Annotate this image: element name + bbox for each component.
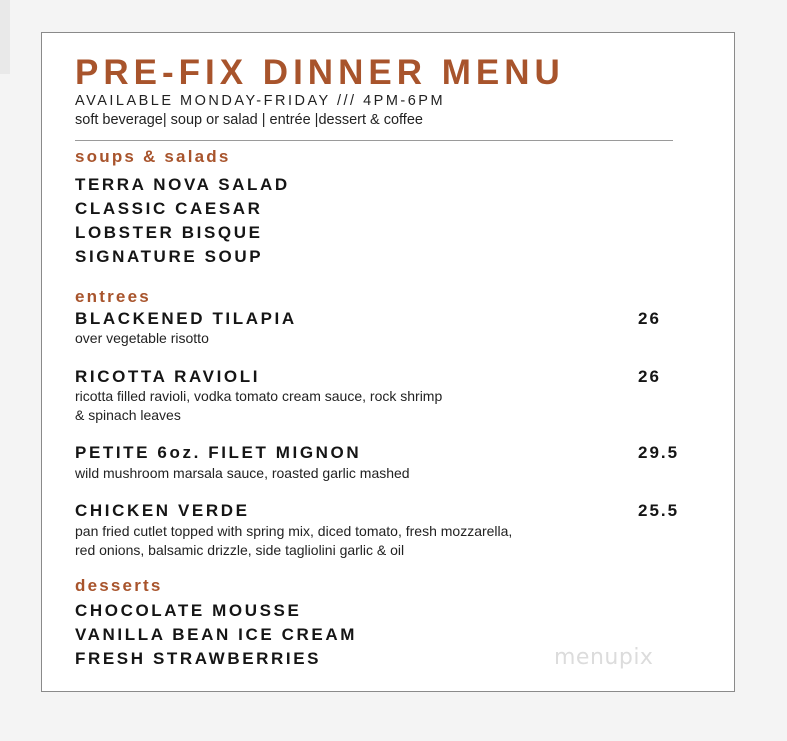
entree-description: over vegetable risotto <box>75 330 209 346</box>
entree-name: BLACKENED TILAPIA <box>75 309 297 328</box>
entree-price: 26 <box>638 309 661 328</box>
dessert-item: VANILLA BEAN ICE CREAM <box>75 625 357 644</box>
entree-description: ricotta filled ravioli, vodka tomato cream sauce, rock shrimp <box>75 388 443 404</box>
soup-item: CLASSIC CAESAR <box>75 199 263 218</box>
menu-card <box>41 32 735 692</box>
dessert-item: FRESH STRAWBERRIES <box>75 649 322 668</box>
includes-text: soft beverage| soup or salad | entrée |dessert & coffee <box>75 112 423 128</box>
entree-name: PETITE 6oz. FILET MIGNON <box>75 443 362 462</box>
entree-name: CHICKEN VERDE <box>75 501 250 520</box>
menu-title: PRE-FIX DINNER MENU <box>75 53 565 92</box>
watermark-logo: menupix <box>554 645 654 670</box>
entree-name: RICOTTA RAVIOLI <box>75 367 261 386</box>
entree-price: 26 <box>638 367 661 386</box>
dessert-item: CHOCOLATE MOUSSE <box>75 601 302 620</box>
availability-text: AVAILABLE MONDAY-FRIDAY /// 4PM-6PM <box>75 93 446 109</box>
divider <box>75 140 673 141</box>
entree-description: wild mushroom marsala sauce, roasted garlic mashed <box>75 465 410 481</box>
entree-description: pan fried cutlet topped with spring mix, diced tomato, fresh mozzarella, <box>75 523 513 539</box>
section-heading-entrees: entrees <box>75 287 151 306</box>
entree-description: red onions, balsamic drizzle, side tagliolini garlic & oil <box>75 542 405 558</box>
section-heading-desserts: desserts <box>75 576 163 595</box>
entree-description: & spinach leaves <box>75 407 181 423</box>
soup-item: TERRA NOVA SALAD <box>75 175 290 194</box>
side-tab <box>0 0 10 74</box>
soup-item: LOBSTER BISQUE <box>75 223 263 242</box>
soup-item: SIGNATURE SOUP <box>75 247 264 266</box>
entree-price: 25.5 <box>638 501 680 520</box>
entree-price: 29.5 <box>638 443 680 462</box>
section-heading-soups: soups & salads <box>75 147 231 166</box>
